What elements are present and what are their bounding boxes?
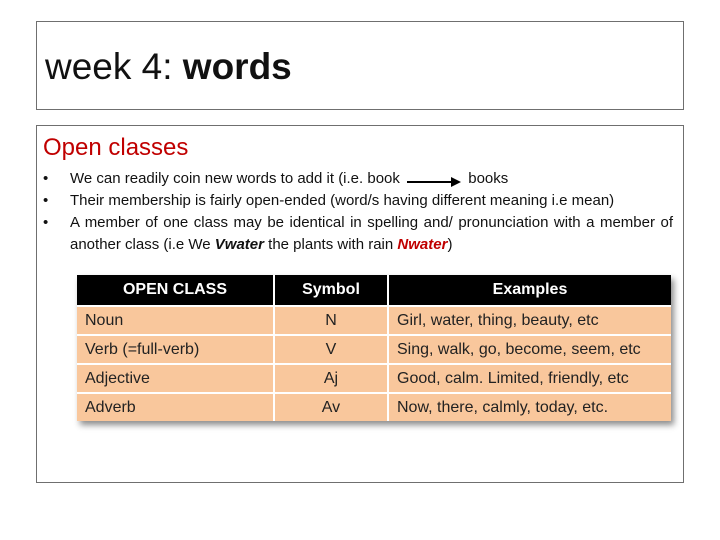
bullet-dot: • [43,170,49,187]
section-heading: Open classes [43,134,189,161]
table-cell-symbol: Av [274,393,388,421]
column-header-open-class: OPEN CLASS [77,275,274,306]
table-cell-examples: Sing, walk, go, become, seem, etc [388,335,671,364]
bullet-item-identical-spelling [37,212,683,256]
bullet-dot: • [43,192,49,209]
bullet-1-after: books [468,170,509,187]
bullet-3-middle: the plants with rain [264,236,398,253]
bullet-list [37,168,683,256]
slide-title-box [36,21,684,110]
slide-content-box [36,125,684,483]
table-cell-symbol: Aj [274,364,388,393]
table-cell-symbol: N [274,306,388,335]
table-row [77,393,671,421]
table-cell-class: Adjective [77,364,274,393]
bullet-3-nwater: Nwater [397,236,448,253]
table-cell-class: Verb (=full-verb) [77,335,274,364]
table-header-row [77,275,671,306]
slide-title [45,44,292,90]
column-header-symbol: Symbol [274,275,388,306]
table-cell-examples: Girl, water, thing, beauty, etc [388,306,671,335]
table-cell-class: Noun [77,306,274,335]
column-header-examples: Examples [388,275,671,306]
slide-title-bold: words [182,46,292,87]
right-arrow-icon [406,173,462,185]
bullet-item-membership [37,190,683,212]
table-row [77,364,671,393]
bullet-dot: • [43,214,49,231]
bullet-2-text: Their membership is fairly open-ended (word/s having different meaning i.e mean) [70,192,615,209]
table-cell-examples: Good, calm. Limited, friendly, etc [388,364,671,393]
table-cell-symbol: V [274,335,388,364]
slide-title-prefix: week 4: [45,46,183,87]
bullet-item-coin-words [37,168,683,190]
bullet-1-text: We can readily coin new words to add it (i.e. book [70,170,400,187]
table-cell-class: Adverb [77,393,274,421]
table-cell-examples: Now, there, calmly, today, etc. [388,393,671,421]
bullet-3-text: A member of one class may be identical in spelling and/ pronunciation with a member of another class (i.e We [70,214,673,253]
bullet-3-after: ) [447,236,453,253]
table-row [77,306,671,335]
table-row [77,335,671,364]
bullet-3-vwater: Vwater [214,236,264,253]
open-class-table-wrapper [77,275,671,421]
open-class-table [77,275,671,421]
